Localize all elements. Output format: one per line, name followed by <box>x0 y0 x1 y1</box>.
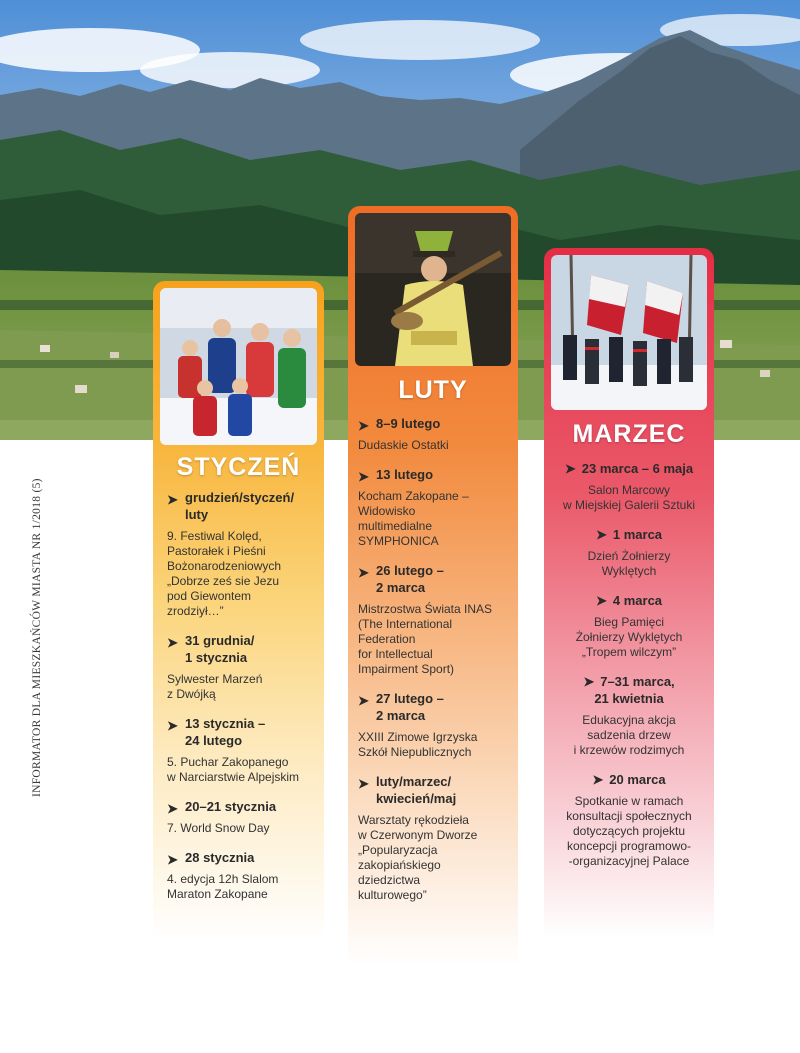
event-description: Dudaskie Ostatki <box>358 438 449 452</box>
event-date: ➤ 20 marca <box>592 772 666 787</box>
event-description: 4. edycja 12h Slalom Maraton Zakopane <box>167 872 279 901</box>
event-description: 7. World Snow Day <box>167 821 270 835</box>
event-item <box>550 771 708 869</box>
event-item <box>167 715 318 785</box>
event-item <box>358 690 512 760</box>
event-description: XXIII Zimowe Igrzyska Szkół Niepublicznych <box>358 730 478 759</box>
event-date: ➤ 20–21 stycznia <box>167 799 277 816</box>
event-date: ➤ 13 lutego <box>358 467 434 484</box>
event-date: ➤ luty/marzec/ kwiecień/maj <box>358 774 457 806</box>
chevron-right-icon: ➤ <box>358 565 369 580</box>
event-date: ➤ 23 marca – 6 maja <box>564 461 694 476</box>
event-date: ➤ 28 stycznia <box>167 850 255 867</box>
event-date: ➤ 8–9 lutego <box>358 416 441 433</box>
chevron-right-icon: ➤ <box>358 418 369 433</box>
publication-running-title: INFORMATOR DLA MIESZKAŃCÓW MIASTA NR 1/2018 (5) <box>31 478 43 797</box>
chevron-right-icon: ➤ <box>167 492 178 507</box>
event-date: ➤ 27 lutego – 2 marca <box>358 691 444 723</box>
month-title: LUTY <box>398 376 468 404</box>
event-item <box>358 562 512 677</box>
event-item <box>167 632 318 702</box>
event-date: ➤ 26 lutego – 2 marca <box>358 563 444 595</box>
event-date: ➤ 13 stycznia – 24 lutego <box>167 716 266 748</box>
event-date: ➤ grudzień/styczeń/ luty <box>167 490 295 522</box>
event-description: Spotkanie w ramach konsultacji społecznych dotyczących projektu koncepcji programowo- -organizacyjnej Palace <box>566 794 692 868</box>
event-item <box>358 415 512 453</box>
event-item <box>167 489 318 619</box>
ski-event-photo <box>160 288 317 445</box>
column-marzec <box>544 248 714 1053</box>
event-date: ➤ 4 marca <box>595 593 663 608</box>
event-item <box>550 526 708 579</box>
event-list <box>348 415 518 916</box>
event-description: Edukacyjna akcja sadzenia drzew i krzewów rodzimych <box>573 713 685 757</box>
event-item <box>167 798 318 836</box>
event-item <box>550 460 708 513</box>
event-list <box>153 489 324 915</box>
event-item <box>550 673 708 758</box>
event-item <box>358 773 512 903</box>
event-item <box>358 466 512 549</box>
event-item <box>167 849 318 902</box>
event-description: 9. Festiwal Kolęd, Pastorałek i Pieśni Bożonarodzeniowych „Dobrze ześ sie Jezu pod Giewontem zrodziył…” <box>167 529 282 618</box>
month-title: MARZEC <box>572 420 686 448</box>
event-item <box>550 592 708 660</box>
event-description: Bieg Pamięci Żołnierzy Wyklętych „Tropem wilczym” <box>575 615 683 659</box>
flag-ceremony-photo <box>551 255 707 410</box>
event-description: Sylwester Marzeń z Dwójką <box>167 672 263 701</box>
month-title: STYCZEŃ <box>176 453 301 481</box>
chevron-right-icon: ➤ <box>167 801 178 816</box>
event-description: Dzień Żołnierzy Wyklętych <box>587 549 671 578</box>
event-description: Salon Marcowy w Miejskiej Galerii Sztuki <box>562 483 696 512</box>
column-luty <box>348 206 518 1053</box>
chevron-right-icon: ➤ <box>167 635 178 650</box>
chevron-right-icon: ➤ <box>595 593 607 608</box>
chevron-right-icon: ➤ <box>595 527 607 542</box>
column-styczen <box>153 281 324 1053</box>
event-description: Kocham Zakopane – Widowisko multimedialne SYMPHONICA <box>358 489 469 548</box>
event-description: 5. Puchar Zakopanego w Narciarstwie Alpejskim <box>167 755 300 784</box>
chevron-right-icon: ➤ <box>167 852 178 867</box>
event-date: ➤ 7–31 marca, 21 kwietnia <box>583 674 675 706</box>
chevron-right-icon: ➤ <box>564 461 576 476</box>
event-date: ➤ 1 marca <box>595 527 663 542</box>
chevron-right-icon: ➤ <box>358 693 369 708</box>
chevron-right-icon: ➤ <box>592 772 604 787</box>
chevron-right-icon: ➤ <box>167 718 178 733</box>
chevron-right-icon: ➤ <box>358 776 369 791</box>
event-date: ➤ 31 grudnia/ 1 stycznia <box>167 633 255 665</box>
highlander-piper-photo <box>355 213 511 366</box>
chevron-right-icon: ➤ <box>583 674 595 689</box>
event-list <box>544 460 714 882</box>
event-description: Mistrzostwa Świata INAS (The International Federation for Intellectual Impairment Sport) <box>358 602 493 676</box>
chevron-right-icon: ➤ <box>358 469 369 484</box>
event-description: Warsztaty rękodzieła w Czerwonym Dworze „Popularyzacja zakopiańskiego dziedzictwa kulturowego” <box>358 813 478 902</box>
